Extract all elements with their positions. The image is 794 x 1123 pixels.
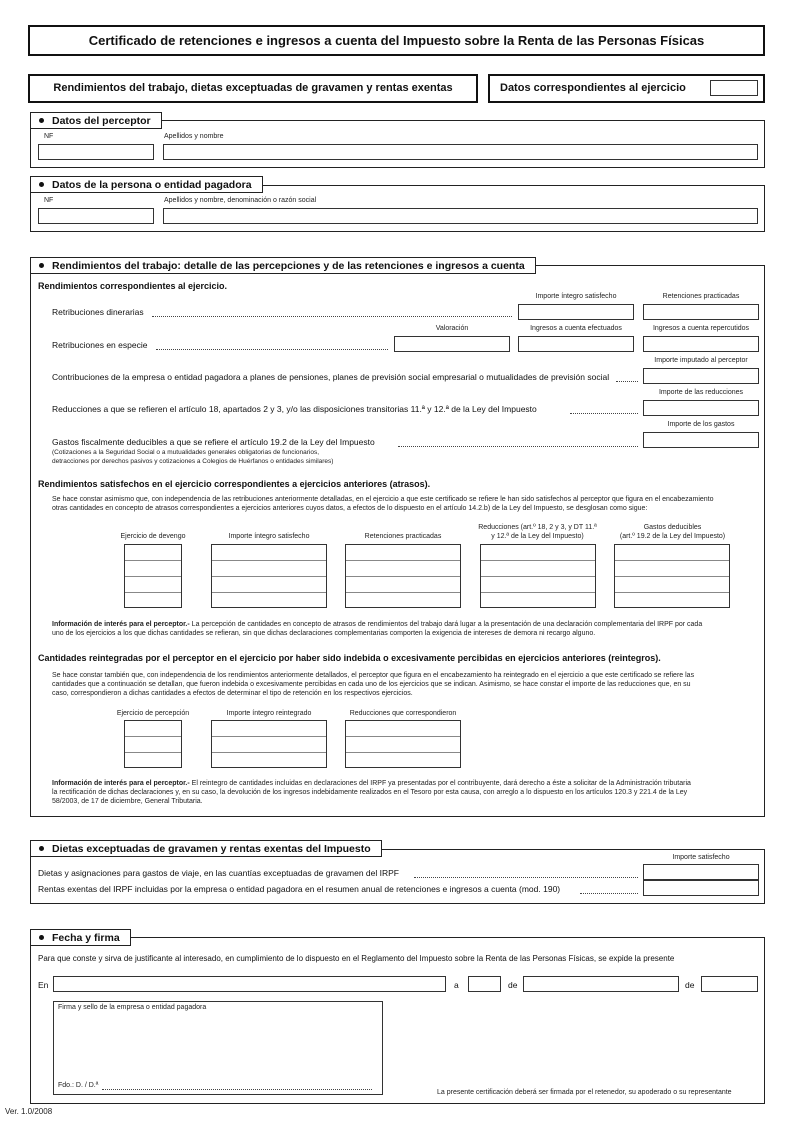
info-atrasos-text: La percepción de cantidades en concepto de atrasos de rendimientos del trabajo dará lugar a la presentación de una declaración complementaria del IRPF por cada (191, 621, 703, 628)
gastos-input[interactable] (643, 432, 759, 448)
atrasos-col-gastos: Gastos deducibles (643, 524, 702, 531)
firma-sello-label: Firma y sello de la empresa o entidad pagadora (58, 1004, 207, 1011)
col-gastos-label: Importe de los gastos (667, 421, 735, 428)
firma-title: Fecha y firma (30, 929, 131, 946)
firma-de-label: de (685, 980, 695, 990)
leader-dots (156, 349, 388, 350)
row-reducciones-label: Reducciones a que se refieren el artículo 18, apartados 2 y 3, y/o las disposiciones transitorias 11.ª y 12.ª de la Ley del Impuesto (52, 404, 537, 414)
col-retenciones-label: Retenciones practicadas (662, 293, 740, 300)
row-gastos-label: Gastos fiscalmente deducibles a que se refiere el artículo 19.2 de la Ley del Impuesto (52, 437, 375, 447)
ejercicio-label: Datos correspondientes al ejercicio (500, 82, 686, 94)
reint-importe-grid[interactable] (211, 720, 327, 768)
atrasos-ejercicio-grid[interactable] (124, 544, 182, 608)
firma-fdo-label: Fdo.: D. / D.ª (58, 1082, 99, 1089)
page-title: Certificado de retenciones e ingresos a cuenta del Impuesto sobre la Renta de las Personas Físicas (88, 33, 705, 48)
atrasos-col-ejercicio: Ejercicio de devengo (120, 533, 186, 540)
info-reintegros (52, 779, 691, 788)
leader-dots (398, 446, 638, 447)
firma-de-label: de (508, 980, 518, 990)
firma-mes-input[interactable] (523, 976, 679, 992)
leader-dots (570, 413, 638, 414)
row-gastos-note: (Cotizaciones a la Seguridad Social o a mutualidades generales obligatorias de funcionarios, (52, 449, 320, 456)
col-valoracion-label: Valoración (435, 325, 469, 332)
info-atrasos (52, 620, 702, 629)
perceptor-nif-label: NF (44, 133, 54, 140)
atrasos-header: Rendimientos satisfechos en el ejercicio correspondientes a ejercicios anteriores (atrasos). (38, 479, 431, 489)
col-reducciones-label: Importe de las reducciones (658, 389, 744, 396)
perceptor-nif-input[interactable] (38, 144, 154, 160)
firma-anio-input[interactable] (701, 976, 758, 992)
col-imputado-label: Importe imputado al perceptor (654, 357, 748, 364)
leader-dots (580, 893, 638, 894)
bullet-icon (39, 263, 44, 268)
reintegros-paragraph: cantidades que a continuación se detallan, que fueron indebida o excesivamente percibidas en cada uno de los ejercicios que se indican. Asimismo, se hace constar el importe de las reducciones que, en su (52, 681, 691, 688)
firma-lugar-input[interactable] (53, 976, 446, 992)
bullet-icon (39, 846, 44, 851)
subtitle: Rendimientos del trabajo, dietas exceptuadas de gravamen y rentas exentas (53, 82, 453, 94)
atrasos-col-gastos-2: (art.º 19.2 de la Ley del Impuesto) (619, 533, 726, 540)
dinerarias-retenciones-input[interactable] (643, 304, 759, 320)
especie-valoracion-input[interactable] (394, 336, 510, 352)
firma-text: Para que conste y sirva de justificante al interesado, en cumplimiento de lo dispuesto en el Reglamento del Impuesto sobre la Renta de las Personas Físicas, se expide la presente (38, 954, 675, 963)
leader-dots (102, 1089, 372, 1090)
info-reintegros-line2: la rectificación de dichas declaraciones y, en su caso, la devolución de los ingresos indebidamente realizados en el Tesoro por esta causa, con arreglo a lo dispuesto en los artículos 120.3 y 221.4 de la Ley (52, 789, 688, 796)
info-atrasos-line2: uno de los ejercicios a los que dichas cantidades se refieran, sin que dichas declaraciones complementarias comporten la exigencia de intereses de demora ni recargo alguno. (52, 630, 596, 637)
pagadora-name-label: Apellidos y nombre, denominación o razón social (164, 197, 317, 204)
atrasos-paragraph: otras cantidades en concepto de atrasos correspondientes a ejercicios anteriores cuyos datos, a efectos de lo dispuesto en el artículo 14.2.b) de la Ley del Impuesto, se desglosan como sigue: (52, 505, 648, 512)
info-reintegros-line3: 58/2003, de 17 de diciembre, General Tributaria. (52, 798, 203, 805)
info-label: Información de interés para el perceptor.- (52, 621, 190, 628)
firma-a-label: a (454, 980, 459, 990)
reducciones-input[interactable] (643, 400, 759, 416)
firma-sello-box[interactable] (53, 1001, 383, 1095)
reintegros-paragraph: Se hace constar también que, con independencia de los rendimientos anteriormente detallados, el perceptor que figura en el encabezamiento ha reintegrado en el ejercicio a que este certificado se refiere las (52, 672, 695, 679)
atrasos-col-reducciones: Reducciones (art.º 18, 2 y 3, y DT 11.ª (478, 524, 597, 531)
dietas-title: Dietas exceptuadas de gravamen y rentas exentas del Impuesto (30, 840, 382, 857)
rendimientos-title: Rendimientos del trabajo: detalle de las percepciones y de las retenciones e ingresos a cuenta (30, 257, 536, 274)
atrasos-col-importe: Importe íntegro satisfecho (228, 533, 310, 540)
reint-col-ejercicio: Ejercicio de percepción (116, 710, 190, 717)
pagadora-nif-input[interactable] (38, 208, 154, 224)
bullet-icon (39, 118, 44, 123)
row-contribuciones-label: Contribuciones de la empresa o entidad pagadora a planes de pensiones, planes de previsión social empresarial o mutualidades de previsión social (52, 372, 610, 382)
dinerarias-importe-input[interactable] (518, 304, 634, 320)
atrasos-col-retenciones: Retenciones practicadas (364, 533, 442, 540)
info-label: Información de interés para el perceptor.- (52, 780, 190, 787)
reintegros-header: Cantidades reintegradas por el perceptor en el ejercicio por haber sido indebida o excesivamente percibidas en ejercicios anteriores (reintegros). (38, 653, 661, 663)
reintegros-paragraph: caso, correspondieron a dichas cantidades a efectos de determinar el tipo de retención en los respectivos ejercicios. (52, 690, 413, 697)
bullet-icon (39, 182, 44, 187)
rentas-exentas-importe-input[interactable] (643, 880, 759, 896)
atrasos-reducciones-grid[interactable] (480, 544, 596, 608)
especie-ingresos-efectuados-input[interactable] (518, 336, 634, 352)
atrasos-gastos-grid[interactable] (614, 544, 730, 608)
reint-col-importe: Importe íntegro reintegrado (226, 710, 312, 717)
firma-note: La presente certificación deberá ser firmada por el retenedor, su apoderado o su representante (437, 1089, 732, 1096)
dietas-importe-input[interactable] (643, 864, 759, 880)
perceptor-title: Datos del perceptor (30, 112, 162, 129)
reint-col-reducciones: Reducciones que correspondieron (349, 710, 457, 717)
pagadora-name-input[interactable] (163, 208, 758, 224)
dietas-row1-label: Dietas y asignaciones para gastos de viaje, en las cuantías exceptuadas de gravamen del IRPF (38, 868, 399, 878)
bullet-icon (39, 935, 44, 940)
leader-dots (616, 381, 638, 382)
row-gastos-note: detracciones por derechos pasivos y cotizaciones a Colegios de Huérfanos o entidades similares) (52, 458, 334, 465)
dietas-row2-label: Rentas exentas del IRPF incluidas por la empresa o entidad pagadora en el resumen anual de retenciones e ingresos a cuenta (mod. 190) (38, 884, 561, 894)
dietas-col-importe: Importe satisfecho (672, 854, 730, 861)
col-importe-label: Importe íntegro satisfecho (535, 293, 617, 300)
leader-dots (414, 877, 638, 878)
col-ingresos-efectuados-label: Ingresos a cuenta efectuados (530, 325, 622, 332)
leader-dots (152, 316, 512, 317)
info-reintegros-text: El reintegro de cantidades incluidas en declaraciones del IRPF ya presentadas por el contribuyente, dará derecho a éste a solicitar de la Administración tributaria (191, 780, 691, 787)
version-label: Ver. 1.0/2008 (5, 1107, 53, 1116)
row-dinerarias-label: Retribuciones dinerarias (52, 307, 144, 317)
pagadora-title: Datos de la persona o entidad pagadora (30, 176, 263, 193)
pagadora-nif-label: NF (44, 197, 54, 204)
firma-en-label: En (38, 980, 49, 990)
ejercicio-input[interactable] (710, 80, 758, 96)
reint-ejercicio-grid[interactable] (124, 720, 182, 768)
perceptor-name-input[interactable] (163, 144, 758, 160)
correspondientes-header: Rendimientos correspondientes al ejercicio. (38, 281, 228, 291)
atrasos-paragraph: Se hace constar asimismo que, con independencia de las retribuciones anteriormente detalladas, en el ejercicio a que este certificado se refiere le han sido satisfechos al perceptor que figura en el encabezamiento (52, 496, 714, 503)
reint-reducciones-grid[interactable] (345, 720, 461, 768)
firma-dia-input[interactable] (468, 976, 501, 992)
especie-ingresos-repercutidos-input[interactable] (643, 336, 759, 352)
perceptor-name-label: Apellidos y nombre (164, 133, 224, 140)
atrasos-retenciones-grid[interactable] (345, 544, 461, 608)
col-ingresos-repercutidos-label: Ingresos a cuenta repercutidos (652, 325, 750, 332)
row-especie-label: Retribuciones en especie (52, 340, 148, 350)
atrasos-importe-grid[interactable] (211, 544, 327, 608)
contribuciones-input[interactable] (643, 368, 759, 384)
atrasos-col-reducciones-2: y 12.ª de la Ley del Impuesto) (491, 533, 584, 540)
